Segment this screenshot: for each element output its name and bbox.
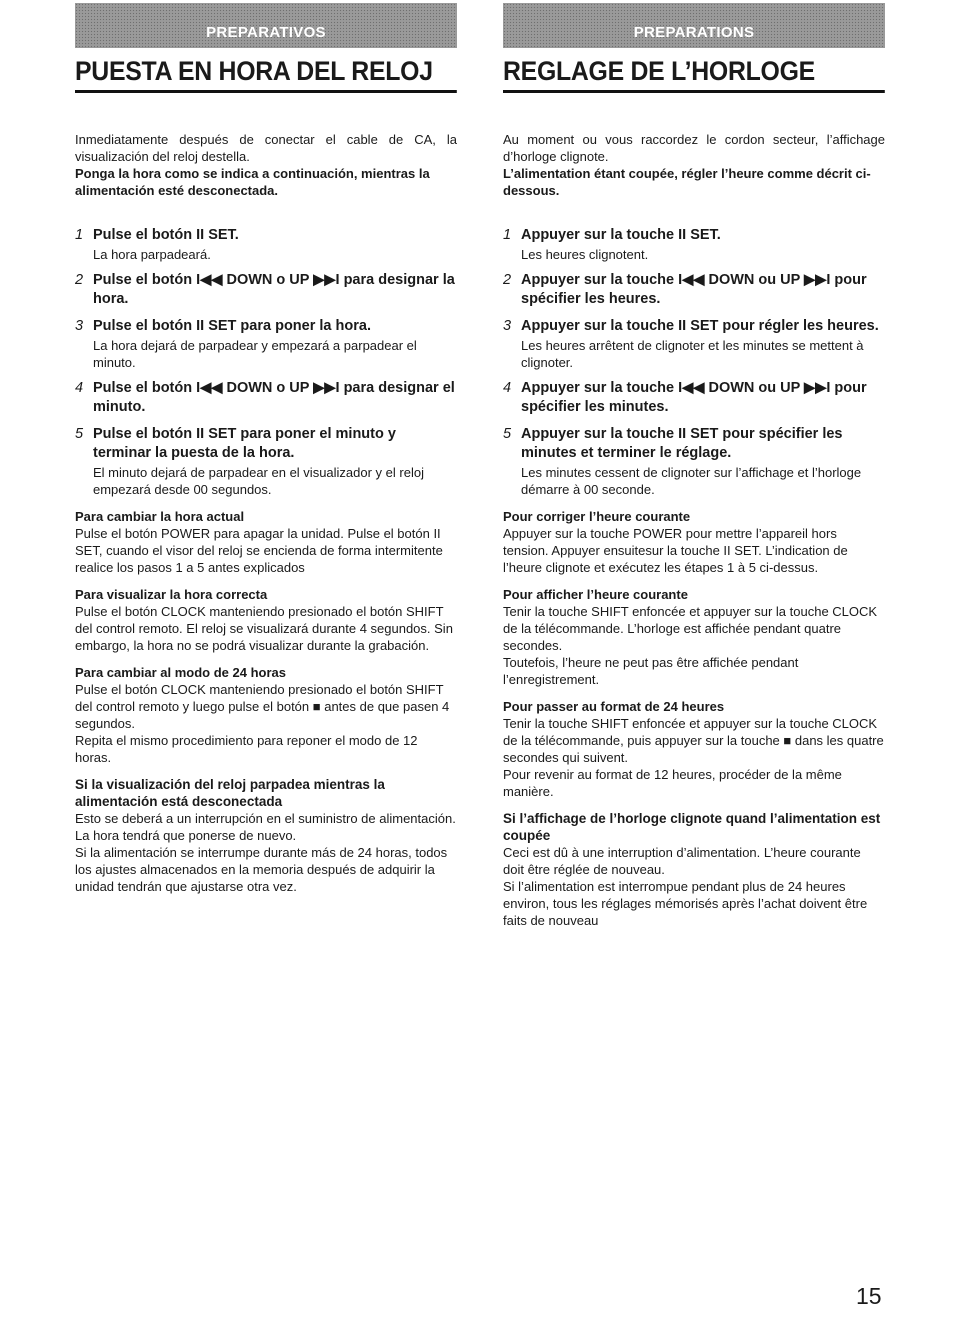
section-text: Si la alimentación se interrumpe durante más de 24 horas, todos los ajustes almacenados en la memoria después de adquirir la unidad tendrán que ajustarse otra vez. xyxy=(75,845,448,894)
step-heading: Pulse el botón II SET para poner el minuto y terminar la puesta de la hora. xyxy=(93,426,396,461)
banner-label: PREPARATIVOS xyxy=(206,24,326,41)
step-4 xyxy=(503,379,885,417)
section-text: Pulse el botón CLOCK manteniendo presionado el botón SHIFT del control remoto. El reloj se visualizará durante 4 segundos. Sin embargo, la hora no se podrá visualizar durante la grabación. xyxy=(75,604,453,653)
step-number: 1 xyxy=(503,227,512,243)
french-column xyxy=(503,3,885,929)
step-number: 4 xyxy=(503,380,512,396)
step-description: Les minutes cessent de clignoter sur l’affichage et l’horloge démarre à 00 seconde. xyxy=(521,465,862,497)
step-4 xyxy=(75,379,457,417)
section-text: Appuyer sur la touche POWER pour mettre l’appareil hors tension. Appuyer ensuitesur la touche II SET. L’indication de l’heure clignote et exécutez les étapes 1 à 5 ci-dessus. xyxy=(503,526,848,575)
intro-text: Au moment ou vous raccordez le cordon secteur, l’affichage d’horloge clignote. xyxy=(503,132,885,164)
step-number: 3 xyxy=(75,318,84,334)
section-text: Repita el mismo procedimiento para reponer el modo de 12 horas. xyxy=(75,733,418,765)
section-display-time xyxy=(503,586,885,688)
step-number: 5 xyxy=(75,426,84,442)
step-description: Les heures arrêtent de clignoter et les minutes se mettent à clignoter. xyxy=(521,338,864,370)
step-number: 2 xyxy=(75,272,84,288)
section-text: Toutefois, l’heure ne peut pas être affichée pendant l’enregistrement. xyxy=(503,655,799,687)
page-number: 15 xyxy=(856,1283,882,1309)
step-5 xyxy=(75,425,457,498)
step-description: La hora dejará de parpadear y empezará a parpadear el minuto. xyxy=(93,338,417,370)
step-heading: Appuyer sur la touche II SET pour spécifier les minutes et terminer le réglage. xyxy=(521,426,843,461)
section-text: Si l’alimentation est interrompue pendant plus de 24 heures environ, tous les réglages mémorisés après l’achat doivent être faits de nouveau xyxy=(503,879,868,928)
banner-label: PREPARATIONS xyxy=(633,24,755,41)
step-number: 3 xyxy=(503,318,512,334)
step-3 xyxy=(503,317,885,371)
section-text: Pour revenir au format de 12 heures, procéder de la même manière. xyxy=(503,767,842,799)
step-heading: Pulse el botón II SET. xyxy=(93,227,239,243)
step-description: La hora parpadeará. xyxy=(93,247,211,262)
section-text: Ceci est dû à une interruption d’alimentation. L’heure courante doit être réglée de nouveau. xyxy=(503,845,861,877)
section-text: Tenir la touche SHIFT enfoncée et appuyer sur la touche CLOCK de la télécommande, puis appuyer sur la touche ■ dans les quatre secondes qui suivent. xyxy=(503,716,884,765)
step-number: 4 xyxy=(75,380,84,396)
step-heading: Pulse el botón I◀◀ DOWN o UP ▶▶I para designar la hora. xyxy=(93,272,455,307)
section-text: Esto se deberá a un interrupción en el suministro de alimentación. La hora tendrá que ponerse de nuevo. xyxy=(75,811,456,843)
step-number: 5 xyxy=(503,426,512,442)
step-1 xyxy=(75,226,457,263)
section-heading: Para cambiar al modo de 24 horas xyxy=(75,665,286,680)
step-heading: Appuyer sur la touche I◀◀ DOWN ou UP ▶▶I pour spécifier les minutes. xyxy=(521,380,867,415)
steps-list xyxy=(75,226,457,498)
step-2 xyxy=(75,271,457,309)
section-change-time xyxy=(75,508,457,576)
section-banner xyxy=(75,3,457,48)
section-power-failure xyxy=(75,776,457,895)
section-correct-time xyxy=(503,508,885,576)
section-heading: Pour afficher l’heure courante xyxy=(503,587,688,602)
step-number: 2 xyxy=(503,272,512,288)
step-number: 1 xyxy=(75,227,84,243)
step-description: Les heures clignotent. xyxy=(521,247,649,262)
step-5 xyxy=(503,425,885,498)
section-power-failure xyxy=(503,810,885,929)
intro xyxy=(503,131,885,199)
intro-bold-text: Ponga la hora como se indica a continuación, mientras la alimentación esté desconectada. xyxy=(75,166,430,198)
section-24h-format xyxy=(503,698,885,800)
page-title: REGLAGE DE L’HORLOGE xyxy=(503,56,885,93)
section-heading: Para visualizar la hora correcta xyxy=(75,587,268,602)
step-2 xyxy=(503,271,885,309)
intro xyxy=(75,131,457,199)
steps-list xyxy=(503,226,885,498)
section-display-time xyxy=(75,586,457,654)
section-banner xyxy=(503,3,885,48)
section-heading: Si l’affichage de l’horloge clignote quand l’alimentation est coupée xyxy=(503,811,881,843)
step-1 xyxy=(503,226,885,263)
section-heading: Pour corriger l’heure courante xyxy=(503,509,691,524)
section-heading: Para cambiar la hora actual xyxy=(75,509,245,524)
intro-text: Inmediatamente después de conectar el cable de CA, la visualización del reloj destella. xyxy=(75,132,457,164)
step-description: El minuto dejará de parpadear en el visualizador y el reloj empezará desde 00 segundos. xyxy=(93,465,424,497)
step-3 xyxy=(75,317,457,371)
section-text: Tenir la touche SHIFT enfoncée et appuyer sur la touche CLOCK de la télécommande. L’horloge est affichée pendant quatre secondes. xyxy=(503,604,878,653)
intro-bold-text: L’alimentation étant coupée, régler l’heure comme décrit ci-dessous. xyxy=(503,166,871,198)
step-heading: Appuyer sur la touche II SET. xyxy=(521,227,721,243)
section-heading: Pour passer au format de 24 heures xyxy=(503,699,725,714)
section-text: Pulse el botón POWER para apagar la unidad. Pulse el botón II SET, cuando el visor del reloj se encienda de forma intermitente realice los pasos 1 a 5 antes explicados xyxy=(75,526,443,575)
section-text: Pulse el botón CLOCK manteniendo presionado el botón SHIFT del control remoto y luego pulse el botón ■ antes de que pasen 4 segundos. xyxy=(75,682,450,731)
spanish-column xyxy=(75,3,457,895)
step-heading: Appuyer sur la touche I◀◀ DOWN ou UP ▶▶I pour spécifier les heures. xyxy=(521,272,867,307)
step-heading: Pulse el botón I◀◀ DOWN o UP ▶▶I para designar el minuto. xyxy=(93,380,455,415)
step-heading: Pulse el botón II SET para poner la hora. xyxy=(93,318,371,334)
section-heading: Si la visualización del reloj parpadea mientras la alimentación está desconectada xyxy=(75,777,385,809)
step-heading: Appuyer sur la touche II SET pour régler les heures. xyxy=(521,318,879,334)
page-title: PUESTA EN HORA DEL RELOJ xyxy=(75,56,457,93)
section-24h-mode xyxy=(75,664,457,766)
